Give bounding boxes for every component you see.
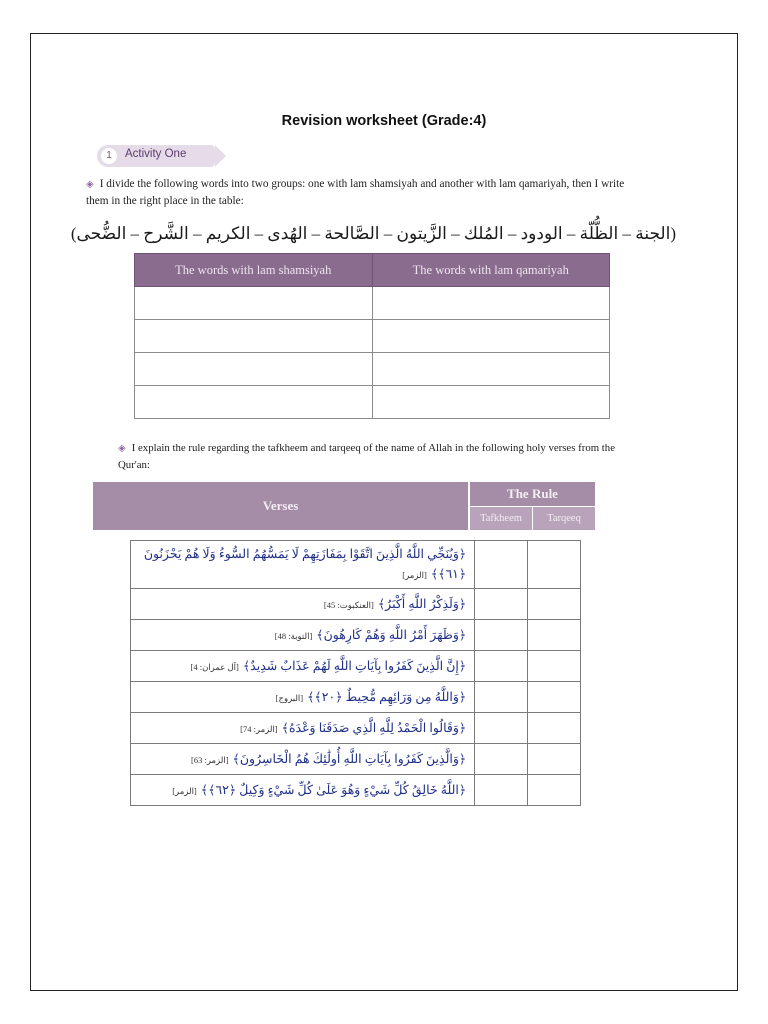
header-tafkheem: Tafkheem (470, 507, 532, 530)
tafkheem-answer-cell[interactable] (475, 775, 528, 806)
tarqeeq-answer-cell[interactable] (528, 620, 581, 651)
instruction-1-text: I divide the following words into two groups: one with lam shamsiyah and another with lam qamariyah, then I write them in the right place in the table: (86, 178, 625, 207)
tarqeeq-answer-cell[interactable] (528, 651, 581, 682)
verses-table-header (93, 482, 595, 530)
tafkheem-answer-cell[interactable] (475, 744, 528, 775)
verse-text: ﴿وَظَهَرَ أَمْرُ اللَّهِ وَهُمْ كَارِهُونَ﴾ (316, 628, 467, 642)
verse-text: ﴿وَلَذِكْرُ اللَّهِ أَكْبَرُ﴾ (377, 597, 467, 611)
verse-cell (131, 651, 475, 682)
verse-reference: [الزمر] (172, 786, 197, 796)
diamond-bullet-icon: ◈ (86, 179, 94, 190)
verses-table (130, 540, 581, 806)
answer-cell[interactable] (135, 386, 373, 419)
tarqeeq-answer-cell[interactable] (528, 713, 581, 744)
header-tarqeeq: Tarqeeq (533, 507, 595, 530)
verse-cell (131, 682, 475, 713)
instruction-2 (118, 440, 638, 473)
header-verses: Verses (93, 482, 468, 530)
words-table (134, 253, 610, 419)
verse-cell (131, 713, 475, 744)
tarqeeq-answer-cell[interactable] (528, 589, 581, 620)
answer-cell[interactable] (135, 353, 373, 386)
verse-reference: [الزمر] (402, 570, 427, 580)
header-the-rule: The Rule (470, 482, 595, 506)
answer-cell[interactable] (135, 287, 373, 320)
verse-reference: [العنكبوت: 45] (323, 600, 374, 610)
verse-text: ﴿وَيُنَجِّي اللَّهُ الَّذِينَ اتَّقَوْا بِمَفَازَتِهِمْ لَا يَمَسُّهُمُ السُّوءُ وَلَا هُمْ يَحْزَنُونَ ﴿٦١﴾﴾ (143, 547, 467, 581)
header-qamariyah: The words with lam qamariyah (372, 254, 610, 287)
worksheet-title: Revision worksheet (Grade:4) (281, 113, 487, 129)
verse-reference: [التوبة: 48] (274, 631, 313, 641)
answer-cell[interactable] (135, 320, 373, 353)
tafkheem-answer-cell[interactable] (475, 651, 528, 682)
verse-text: ﴿وَاللَّهُ مِن وَرَائِهِم مُّحِيطٌ ﴿٢٠﴾﴾ (307, 690, 467, 704)
diamond-bullet-icon: ◈ (118, 443, 126, 454)
tarqeeq-answer-cell[interactable] (528, 682, 581, 713)
instruction-2-text: I explain the rule regarding the tafkheem and tarqeeq of the name of Allah in the following holy verses from the Qur'an: (118, 442, 616, 471)
tafkheem-answer-cell[interactable] (475, 682, 528, 713)
verse-cell (131, 541, 475, 589)
tafkheem-answer-cell[interactable] (475, 589, 528, 620)
verse-reference: [آل عمران: 4] (190, 662, 239, 672)
verse-text: ﴿وَالَّذِينَ كَفَرُوا بِآيَاتِ اللَّهِ أُولَٰئِكَ هُمُ الْخَاسِرُونَ﴾ (232, 752, 467, 766)
verse-reference: [البروج] (275, 693, 304, 703)
tafkheem-answer-cell[interactable] (475, 620, 528, 651)
verse-cell (131, 589, 475, 620)
verse-reference: [الزمر: 74] (240, 724, 278, 734)
answer-cell[interactable] (372, 320, 610, 353)
answer-cell[interactable] (372, 386, 610, 419)
arabic-word-list: (الجنة – الظُّلّة – الودود – المُلك – الزَّيتون – الصَّالحة – الهُدى – الكريم – الشَّرح – الضُّحى) (70, 224, 676, 243)
tarqeeq-answer-cell[interactable] (528, 775, 581, 806)
answer-cell[interactable] (372, 353, 610, 386)
activity-label: Activity One (125, 148, 187, 160)
verse-cell (131, 744, 475, 775)
verse-text: ﴿وَقَالُوا الْحَمْدُ لِلَّهِ الَّذِي صَدَقَنَا وَعْدَهُ﴾ (281, 721, 467, 735)
header-shamsiyah: The words with lam shamsiyah (135, 254, 373, 287)
verse-reference: [الزمر: 63] (190, 755, 229, 765)
verse-text: ﴿اللَّهُ خَالِقُ كُلِّ شَيْءٍ وَهُوَ عَلَىٰ كُلِّ شَيْءٍ وَكِيلٌ ﴿٦٢﴾﴾ (200, 783, 467, 797)
tafkheem-answer-cell[interactable] (475, 713, 528, 744)
verse-cell (131, 620, 475, 651)
tarqeeq-answer-cell[interactable] (528, 744, 581, 775)
answer-cell[interactable] (372, 287, 610, 320)
verse-text: ﴿إِنَّ الَّذِينَ كَفَرُوا بِآيَاتِ اللَّهِ لَهُمْ عَذَابٌ شَدِيدٌ﴾ (242, 659, 467, 673)
tafkheem-answer-cell[interactable] (475, 541, 528, 589)
verse-cell (131, 775, 475, 806)
activity-number: 1 (101, 148, 117, 164)
tarqeeq-answer-cell[interactable] (528, 541, 581, 589)
instruction-1 (86, 176, 646, 210)
